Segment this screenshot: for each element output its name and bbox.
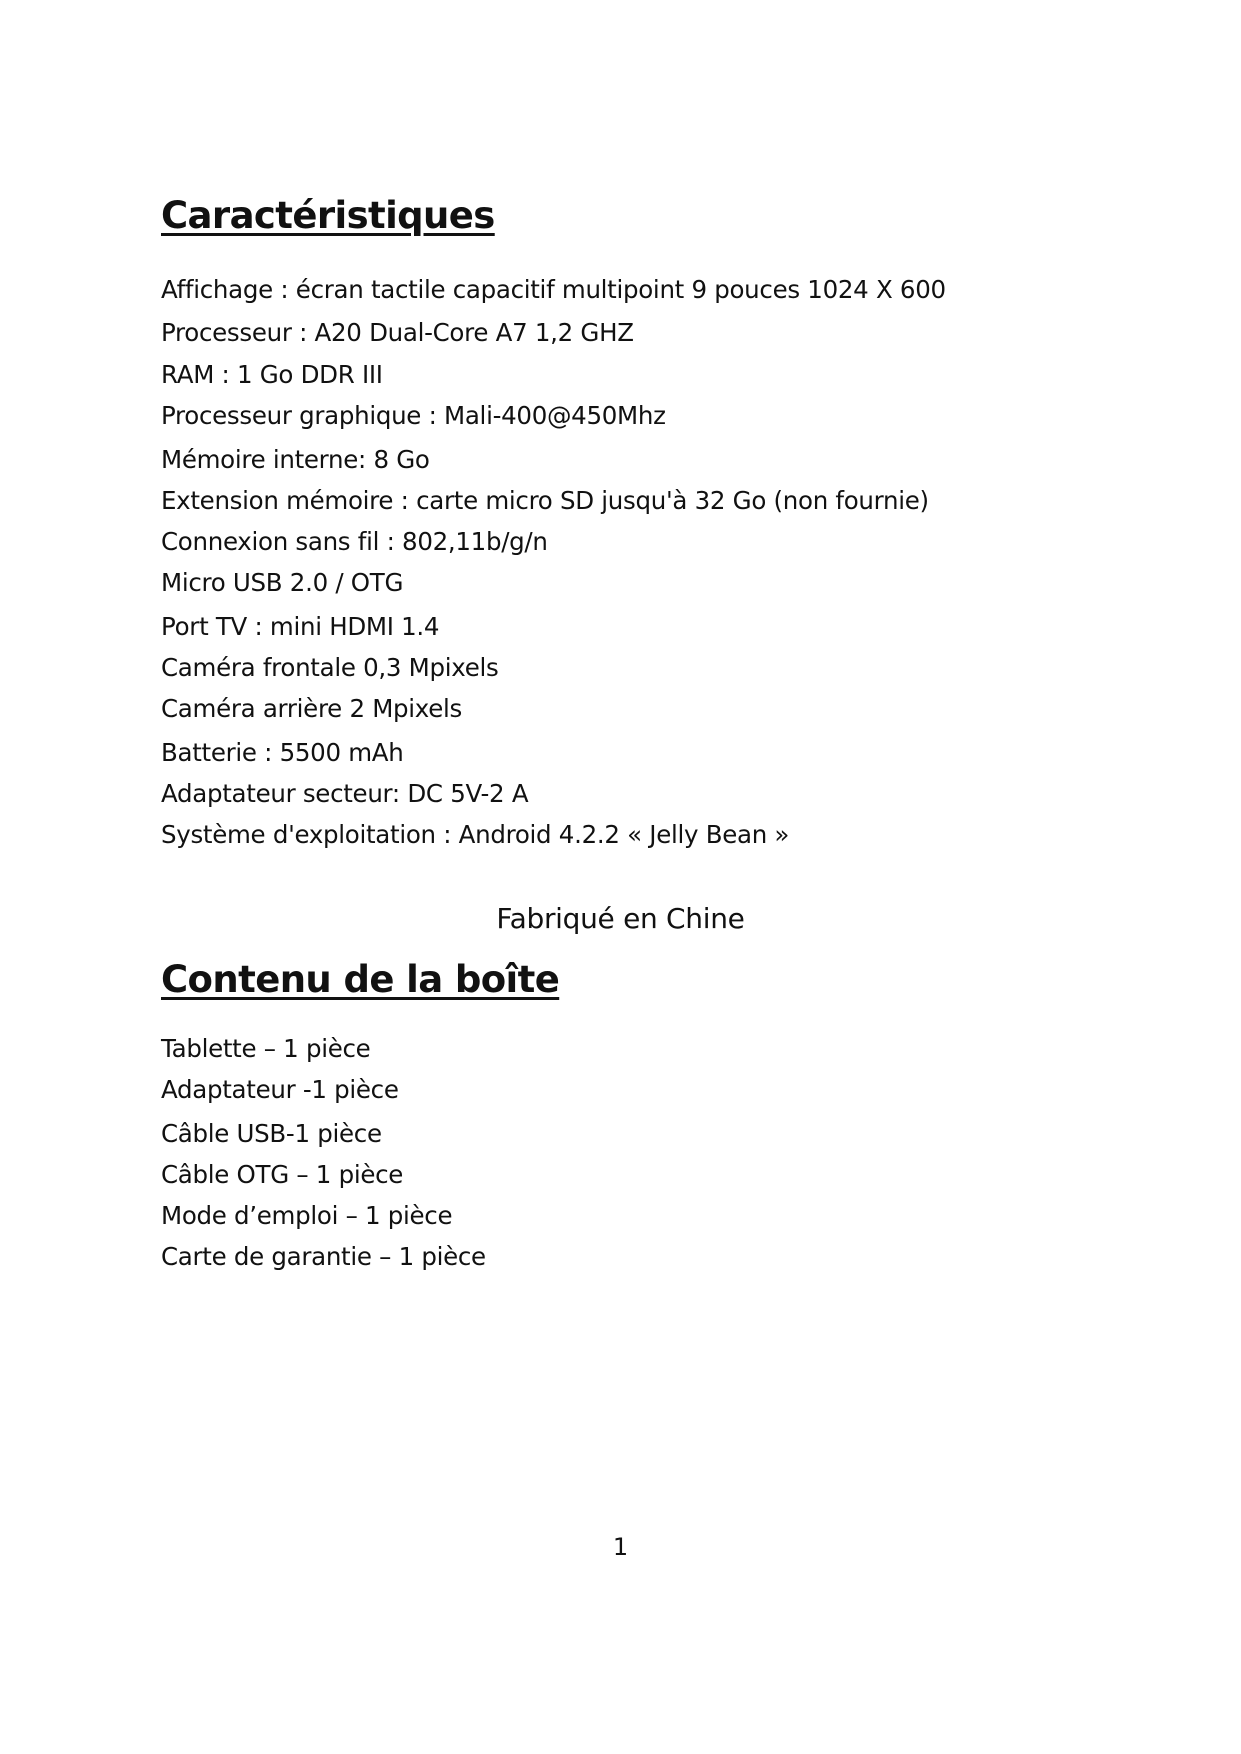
spec-gpu: Processeur graphique : Mali-400@450Mhz (161, 401, 666, 430)
specifications-heading: Caractéristiques (161, 194, 495, 237)
spec-operating-system: Système d'exploitation : Android 4.2.2 « Jelly Bean » (161, 820, 790, 849)
box-item-tablet: Tablette – 1 pièce (161, 1034, 371, 1063)
spec-battery: Batterie : 5500 mAh (161, 738, 404, 767)
spec-front-camera: Caméra frontale 0,3 Mpixels (161, 653, 499, 682)
spec-tv-port: Port TV : mini HDMI 1.4 (161, 612, 440, 641)
box-contents-heading: Contenu de la boîte (161, 958, 560, 1001)
box-item-usb-cable: Câble USB-1 pièce (161, 1119, 382, 1148)
spec-ram: RAM : 1 Go DDR III (161, 360, 383, 389)
spec-wireless: Connexion sans fil : 802,11b/g/n (161, 527, 548, 556)
page-number: 1 (612, 1533, 629, 1561)
origin-statement (0, 902, 1241, 936)
spec-display: Affichage : écran tactile capacitif multipoint 9 pouces 1024 X 600 (161, 275, 946, 304)
spec-usb: Micro USB 2.0 / OTG (161, 568, 404, 597)
spec-internal-memory: Mémoire interne: 8 Go (161, 445, 430, 474)
spec-processor: Processeur : A20 Dual-Core A7 1,2 GHZ (161, 318, 634, 347)
box-item-otg-cable: Câble OTG – 1 pièce (161, 1160, 404, 1189)
origin-text: Fabriqué en Chine (496, 902, 745, 935)
spec-memory-extension: Extension mémoire : carte micro SD jusqu'à 32 Go (non fournie) (161, 486, 929, 515)
box-item-adapter: Adaptateur -1 pièce (161, 1075, 399, 1104)
spec-rear-camera: Caméra arrière 2 Mpixels (161, 694, 463, 723)
box-item-warranty-card: Carte de garantie – 1 pièce (161, 1242, 486, 1271)
box-item-manual: Mode d’emploi – 1 pièce (161, 1201, 453, 1230)
spec-power-adapter: Adaptateur secteur: DC 5V-2 A (161, 779, 529, 808)
